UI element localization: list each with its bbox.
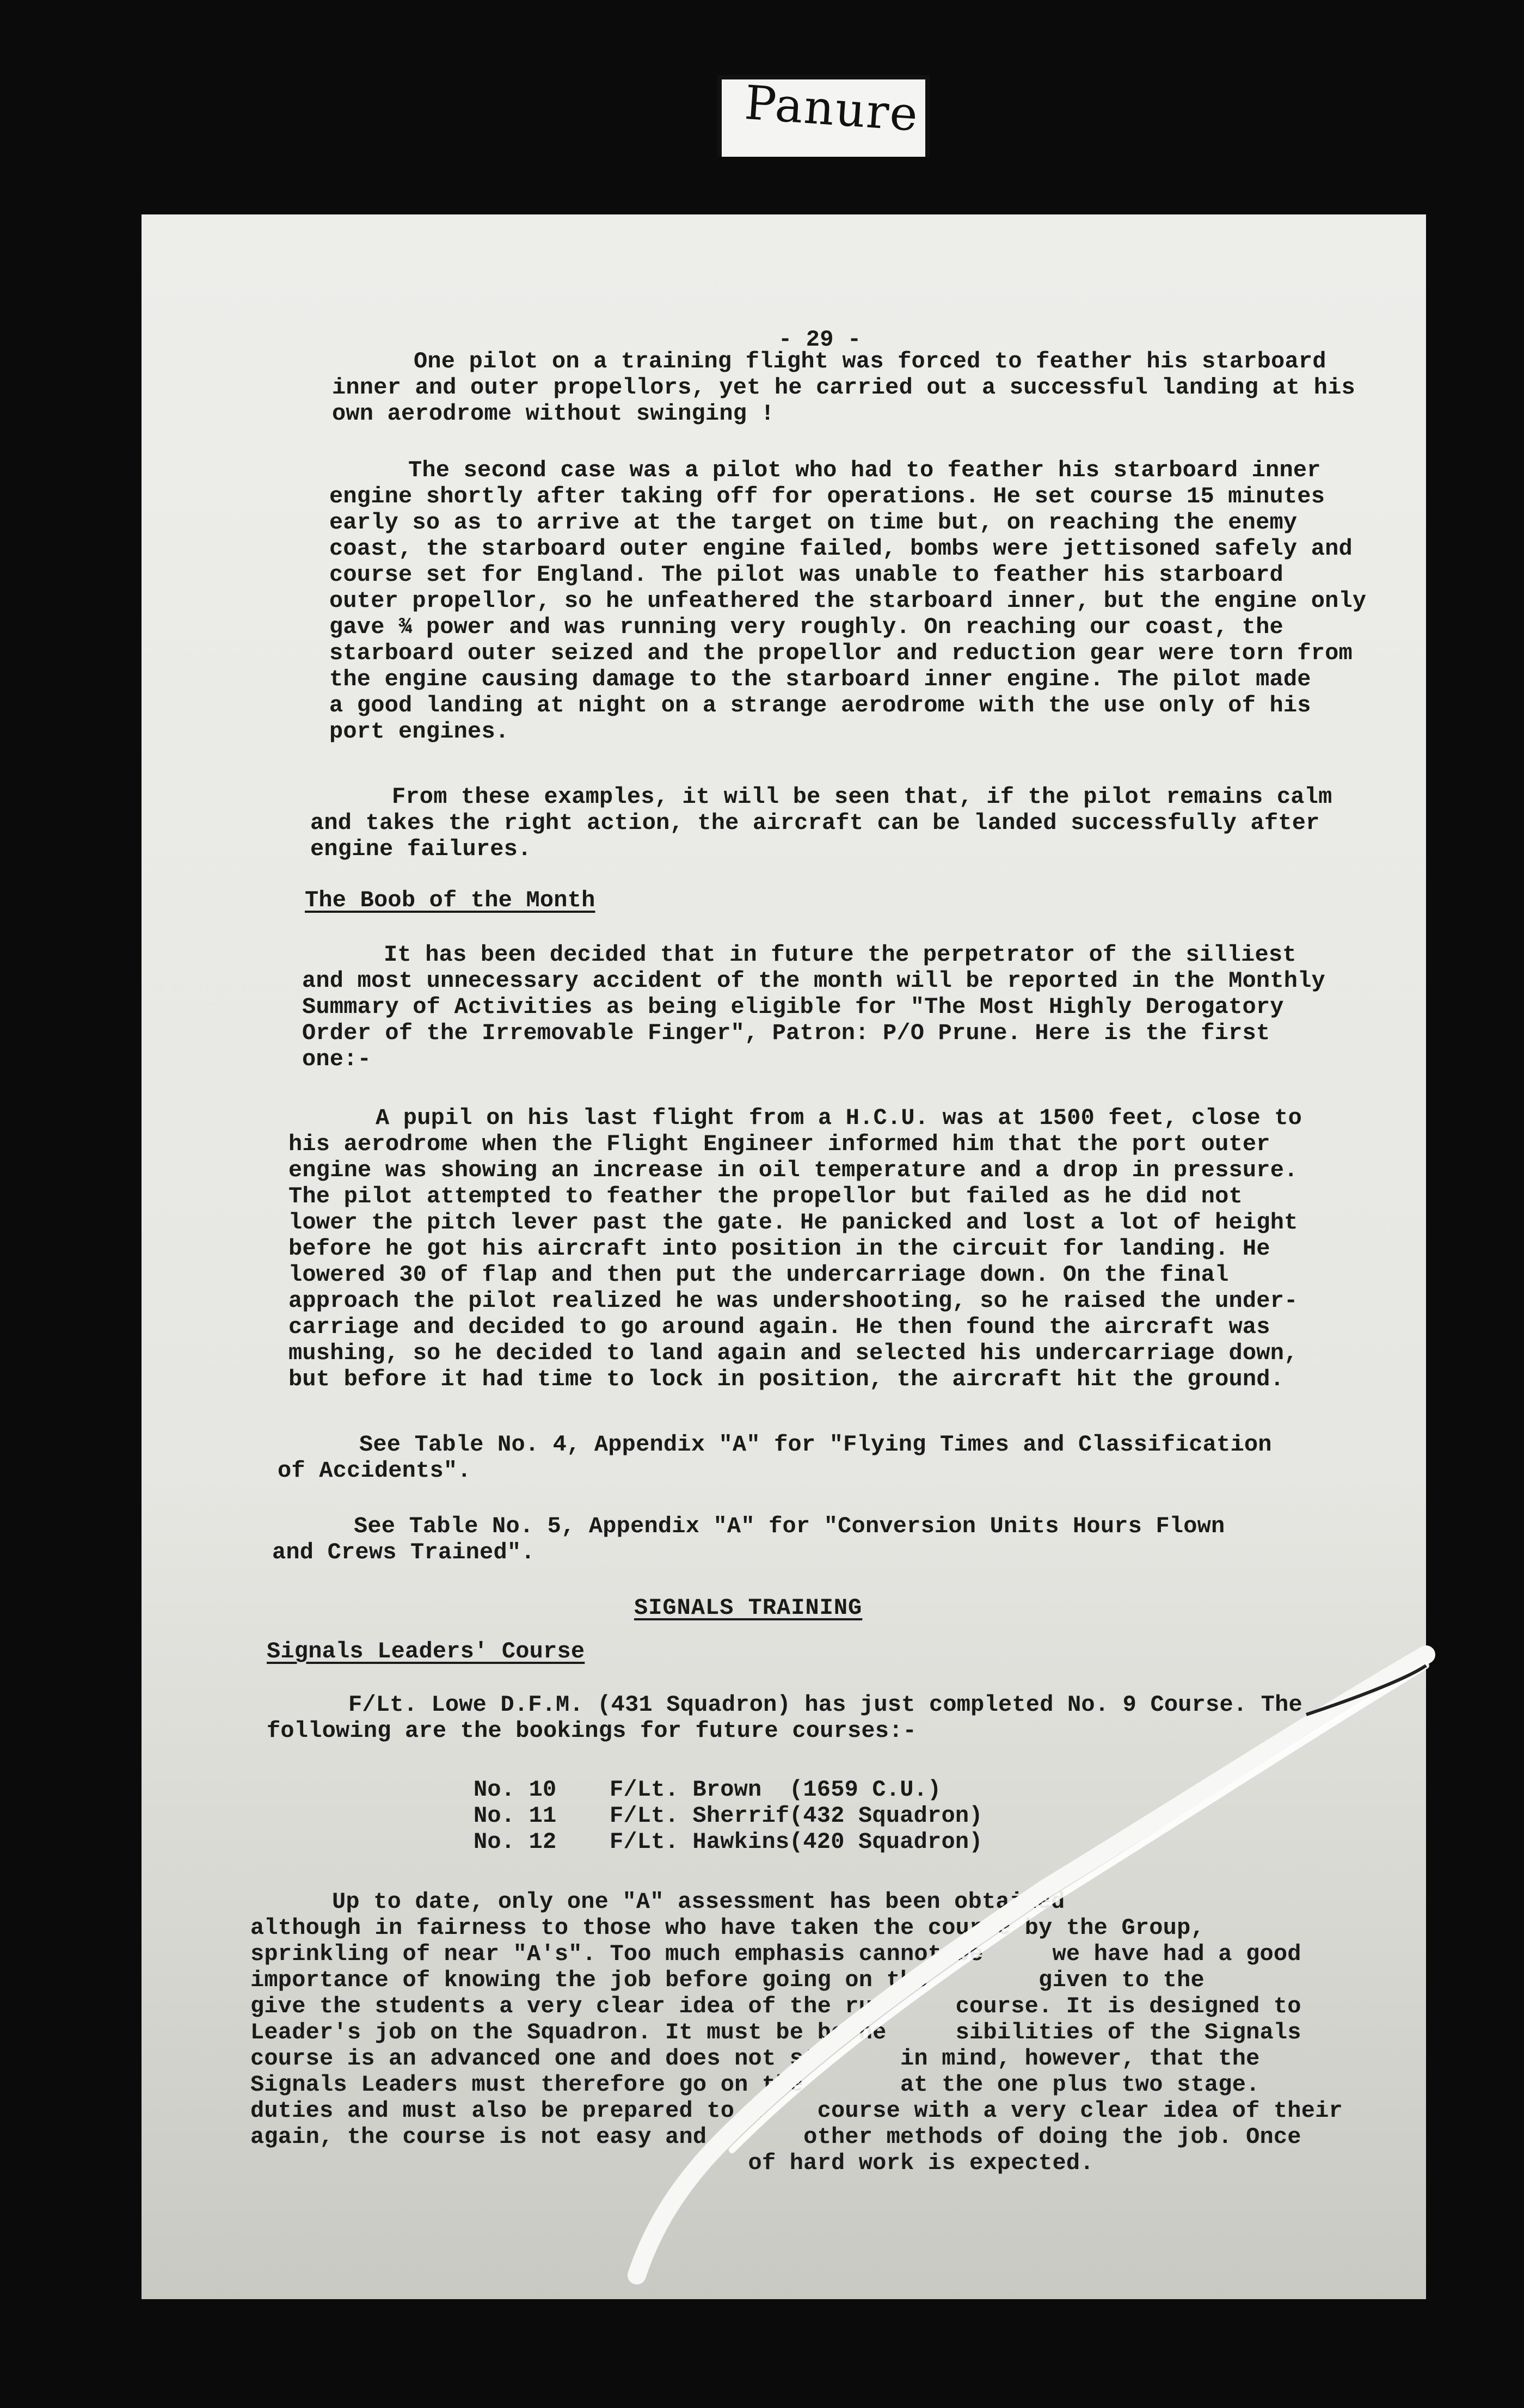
p5-line-8: approach the pilot realized he was undershooting, so he raised the under- <box>288 1288 1298 1314</box>
signals-leaders-heading: Signals Leaders' Course <box>267 1638 585 1664</box>
p4-line-2: and most unnecessary accident of the month will be reported in the Monthly <box>302 968 1325 994</box>
p9-line-9: duties and must also be prepared to l course with a very clear idea of their <box>250 2098 1343 2124</box>
p2-line-2: engine shortly after taking off for operations. He set course 15 minutes <box>329 483 1325 509</box>
p3-line-1: From these examples, it will be seen that, if the pilot remains calm <box>392 784 1332 810</box>
p7-line-1: See Table No. 5, Appendix "A" for "Conversion Units Hours Flown <box>354 1513 1225 1539</box>
p9-line-1: Up to date, only one "A" assessment has been obtained <box>332 1889 1065 1915</box>
p1-line-1: One pilot on a training flight was forced to feather his starboard <box>414 348 1326 374</box>
p9-line-7: course is an advanced one and does not st in mind, however, that the <box>250 2045 1260 2072</box>
stamp-label: Panure <box>742 75 921 143</box>
p3-line-2: and takes the right action, the aircraft can be landed successfully after <box>310 810 1320 836</box>
booking-2-name: F/Lt. Sherrif <box>610 1803 790 1829</box>
signals-training-heading: SIGNALS TRAINING <box>634 1595 863 1621</box>
p2-line-8: starboard outer seized and the propellor and reduction gear were torn from <box>329 640 1353 666</box>
p2-line-5: course set for England. The pilot was unable to feather his starboard <box>329 562 1283 588</box>
p9-line-2: although in fairness to those who have taken the course by the Group, <box>250 1915 1205 1941</box>
p5-line-4: The pilot attempted to feather the propellor but failed as he did not <box>288 1183 1243 1209</box>
p9-line-10: again, the course is not easy and other methods of doing the job. Once <box>250 2124 1301 2150</box>
p5-line-1: A pupil on his last flight from a H.C.U. was at 1500 feet, close to <box>376 1105 1302 1131</box>
p5-line-9: carriage and decided to go around again. He then found the aircraft was <box>288 1314 1270 1340</box>
p9-line-8: Signals Leaders must therefore go on the at the one plus two stage. <box>250 2072 1260 2098</box>
p2-line-10: a good landing at night on a strange aerodrome with the use only of his <box>329 692 1311 718</box>
booking-1-name: F/Lt. Brown <box>610 1777 762 1803</box>
p4-line-1: It has been decided that in future the perpetrator of the silliest <box>384 942 1296 968</box>
p2-line-6: outer propellor, so he unfeathered the starboard inner, but the engine only <box>329 588 1367 614</box>
p2-line-3: early so as to arrive at the target on time but, on reaching the enemy <box>329 509 1298 536</box>
p5-line-5: lower the pitch lever past the gate. He panicked and lost a lot of height <box>288 1209 1298 1236</box>
p5-line-10: mushing, so he decided to land again and selected his undercarriage down, <box>288 1340 1298 1366</box>
p5-line-6: before he got his aircraft into position in the circuit for landing. He <box>288 1236 1270 1262</box>
p3-line-3: engine failures. <box>310 836 532 862</box>
p9-line-4: importance of knowing the job before going on the given to the <box>250 1967 1205 1993</box>
p8-line-2: following are the bookings for future courses:- <box>267 1718 917 1744</box>
p9-line-3: sprinkling of near "A's". Too much emphasis cannot be we have had a good <box>250 1941 1301 1967</box>
p1-line-2: inner and outer propellors, yet he carried out a successful landing at his <box>332 374 1355 401</box>
page-number: - 29 - <box>778 327 862 353</box>
booking-1-unit: (1659 C.U.) <box>789 1777 942 1803</box>
p5-line-7: lowered 30 of flap and then put the undercarriage down. On the final <box>288 1262 1229 1288</box>
p7-line-2: and Crews Trained". <box>272 1539 535 1565</box>
p2-line-9: the engine causing damage to the starboard inner engine. The pilot made <box>329 666 1311 692</box>
p5-line-2: his aerodrome when the Flight Engineer informed him that the port outer <box>288 1131 1270 1157</box>
p4-line-5: one:- <box>302 1046 372 1072</box>
p2-line-1: The second case was a pilot who had to feather his starboard inner <box>408 457 1321 483</box>
p6-line-1: See Table No. 4, Appendix "A" for "Flying Times and Classification <box>359 1432 1272 1458</box>
booking-2-unit: (432 Squadron) <box>789 1803 983 1829</box>
p9-line-5: give the students a very clear idea of the run course. It is designed to <box>250 1993 1301 2019</box>
p2-line-7: gave ¾ power and was running very roughly. On reaching our coast, the <box>329 614 1283 640</box>
p6-line-2: of Accidents". <box>278 1458 471 1484</box>
p5-line-3: engine was showing an increase in oil temperature and a drop in pressure. <box>288 1157 1298 1183</box>
booking-3-name: F/Lt. Hawkins <box>610 1829 790 1855</box>
p9-line-6: Leader's job on the Squadron. It must be borne sibilities of the Signals <box>250 2019 1301 2045</box>
p8-line-1: F/Lt. Lowe D.F.M. (431 Squadron) has just completed No. 9 Course. The <box>348 1692 1302 1718</box>
p4-line-3: Summary of Activities as being eligible for "The Most Highly Derogatory <box>302 994 1284 1020</box>
boob-heading: The Boob of the Month <box>305 887 595 913</box>
p5-line-11: but before it had time to lock in position, the aircraft hit the ground. <box>288 1366 1285 1392</box>
p1-line-3: own aerodrome without swinging ! <box>332 401 775 427</box>
p2-line-11: port engines. <box>329 718 509 745</box>
p4-line-4: Order of the Irremovable Finger", Patron: P/O Prune. Here is the first <box>302 1020 1270 1046</box>
booking-3-no: No. 12 <box>474 1829 557 1855</box>
p2-line-4: coast, the starboard outer engine failed, bombs were jettisoned safely and <box>329 536 1353 562</box>
booking-1-no: No. 10 <box>474 1777 557 1803</box>
booking-2-no: No. 11 <box>474 1803 557 1829</box>
booking-3-unit: (420 Squadron) <box>789 1829 983 1855</box>
p9-line-11: of hard work is expected. <box>250 2150 1094 2176</box>
